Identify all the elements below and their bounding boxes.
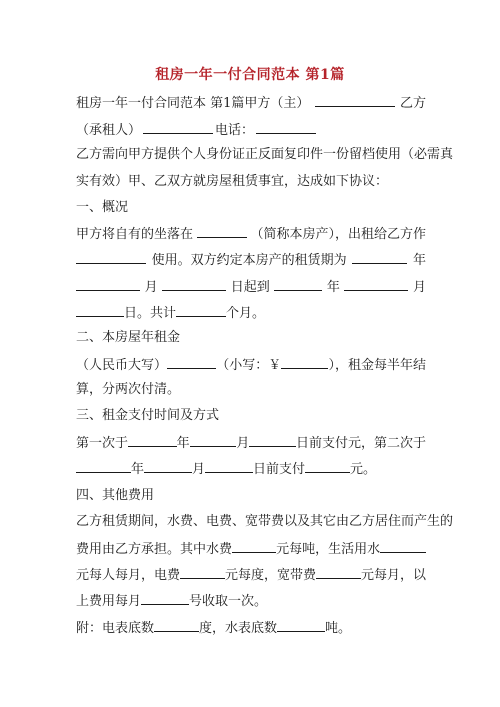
s4-line-3 — [76, 566, 426, 584]
party-b-label: 乙方 — [399, 96, 426, 111]
second-payment-day-blank — [205, 460, 253, 473]
id-requirement-line-1: 乙方需向甲方提供个人身份证正反面复印件一份留档使用（必需真 — [76, 147, 454, 162]
document-title: 租房一年一付合同范本 第1篇 — [155, 67, 345, 83]
s3-l2-text-c: 日前支付 — [253, 462, 306, 477]
water-fee-blank — [232, 540, 276, 553]
s2-line-2: 算，分两次付清。 — [76, 382, 181, 397]
s4-line-2 — [76, 540, 426, 558]
id-requirement-line-2: 实有效）甲、乙双方就房屋租赁事宜，达成如下协议： — [76, 174, 389, 189]
s1-l4-text-b: 个月。 — [226, 306, 266, 321]
party-a-line — [76, 94, 426, 112]
party-b-line — [76, 121, 426, 139]
s3-l1-text-d: 日前支付元，第二次于 — [296, 436, 427, 451]
s1-l3-text-a: 月 — [144, 280, 158, 295]
s4-l2-text-a: 费用由乙方承担。其中水费 — [76, 542, 233, 557]
usage-blank — [76, 251, 146, 264]
broadband-fee-blank — [316, 566, 361, 579]
s3-line-1 — [76, 434, 426, 452]
s1-line-2 — [76, 251, 426, 269]
s4-l4-text-b: 号收取一次。 — [189, 594, 268, 609]
s1-l3-text-c: 年 — [326, 280, 340, 295]
s1-l2-text-a: 使用。双方约定本房产的租赁期为 — [151, 253, 347, 268]
s4-line-1: 乙方租赁期间，水费、电费、宽带费以及其它由乙方居住而产生的 — [76, 514, 454, 529]
s4-l4-text-a: 上费用每月 — [76, 594, 142, 609]
s4-l3-text-b: 元每度，宽带费 — [224, 568, 316, 583]
s2-l1-text-c: ），租金每半年结 — [328, 358, 426, 373]
lease-end-year-blank — [274, 278, 322, 291]
s4-l5-text-a: 附：电表底数 — [76, 621, 155, 636]
s1-l2-text-b: 年 — [412, 253, 426, 268]
rent-capital-blank — [167, 356, 216, 369]
party-a-text: 租房一年一付合同范本 第1篇甲方（主） — [76, 96, 310, 111]
electricity-fee-blank — [180, 566, 225, 579]
phone-blank — [256, 121, 316, 134]
water-meter-reading-blank — [277, 619, 325, 632]
s1-l1-text-b: （简称本房产），出租给乙方作 — [250, 227, 426, 242]
second-payment-amount-blank — [305, 460, 350, 473]
section-3-heading: 三、租金支付时间及方式 — [76, 408, 220, 423]
s2-line-1 — [76, 356, 426, 374]
first-payment-year-blank — [128, 434, 177, 447]
s4-line-5 — [76, 619, 426, 637]
lease-end-month-blank — [344, 278, 408, 291]
second-payment-year-blank — [76, 460, 131, 473]
s3-l2-text-b: 月 — [192, 462, 206, 477]
s1-l1-text-a: 甲方将自有的坐落在 — [76, 227, 194, 242]
s2-l1-text-a: （人民币大写） — [76, 358, 168, 373]
s3-l2-text-a: 年 — [131, 462, 145, 477]
s4-l3-text-c: 元每月，以 — [360, 568, 426, 583]
first-payment-day-blank — [249, 434, 296, 447]
property-address-blank — [197, 225, 247, 238]
tenant-name-blank — [143, 121, 213, 134]
s3-l1-text-c: 月 — [236, 436, 250, 451]
first-payment-month-blank — [190, 434, 237, 447]
lease-end-day-blank — [76, 304, 124, 317]
s1-l4-text-a: 日。共计 — [124, 306, 177, 321]
s4-line-4 — [76, 592, 426, 610]
section-1-heading: 一、概况 — [76, 200, 129, 215]
section-4-heading: 四、其他费用 — [76, 488, 155, 503]
section-2-heading: 二、本房屋年租金 — [76, 330, 181, 345]
lease-start-year-blank — [352, 251, 407, 264]
second-payment-month-blank — [144, 460, 192, 473]
s1-line-4 — [76, 304, 426, 322]
landlord-name-blank — [315, 94, 395, 107]
s3-l1-text-a: 第一次于 — [76, 436, 129, 451]
s3-line-2 — [76, 460, 426, 478]
collection-day-blank — [141, 592, 189, 605]
lease-start-day-blank — [162, 278, 226, 291]
s2-l1-text-b: （小写：￥ — [216, 358, 282, 373]
s1-l3-text-b: 日起到 — [230, 280, 270, 295]
rent-numeric-blank — [281, 356, 328, 369]
s1-l3-text-d: 月 — [412, 280, 426, 295]
s4-l5-text-b: 度，水表底数 — [199, 621, 278, 636]
s4-l2-text-b: 元每吨，生活用水 — [276, 542, 381, 557]
electric-meter-reading-blank — [154, 619, 199, 632]
s3-l2-text-d: 元。 — [350, 462, 377, 477]
phone-label: 电话： — [215, 123, 255, 138]
s1-line-1 — [76, 225, 426, 243]
s4-l5-text-c: 吨。 — [325, 621, 352, 636]
s3-l1-text-b: 年 — [176, 436, 190, 451]
tenant-label: （承租人） — [76, 123, 142, 138]
lease-start-month-blank — [76, 278, 140, 291]
lease-total-months-blank — [176, 304, 226, 317]
s1-line-3 — [76, 278, 426, 296]
s4-l3-text-a: 元每人每月，电费 — [76, 568, 181, 583]
living-water-blank — [380, 540, 426, 553]
